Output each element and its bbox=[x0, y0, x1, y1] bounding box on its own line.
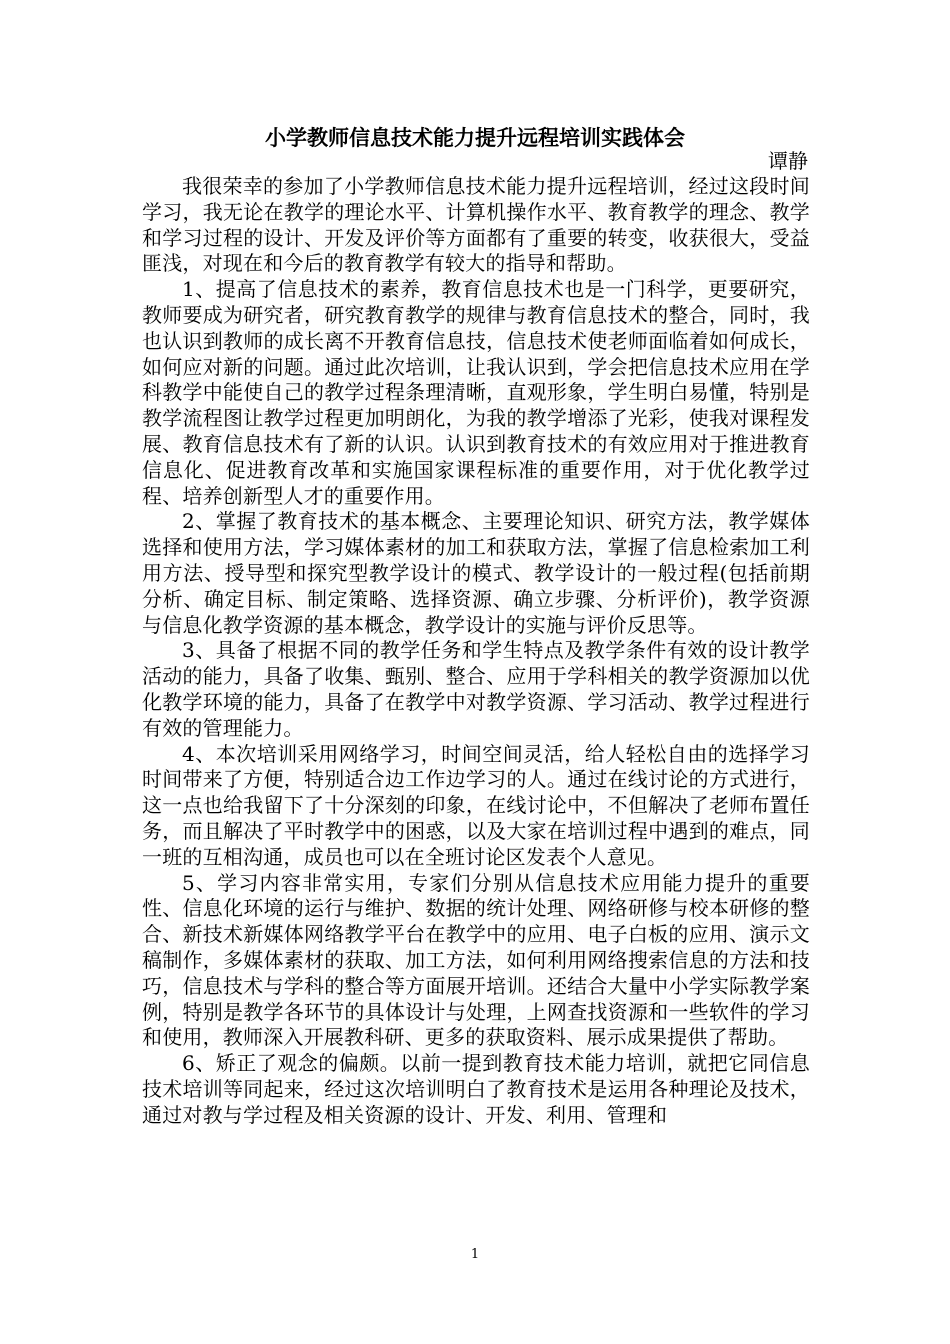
paragraph-intro: 我很荣幸的参加了小学教师信息技术能力提升远程培训，经过这段时间学习，我无论在教学的理论水平、计算机操作水平、教育教学的理念、教学和学习过程的设计、开发及评价等方面都有了重要的转变，收获很大，受益匪浅，对现在和今后的教育教学有较大的指导和帮助。 bbox=[142, 174, 810, 276]
document-title: 小学教师信息技术能力提升远程培训实践体会 bbox=[265, 126, 685, 150]
paragraph-2: 2、掌握了教育技术的基本概念、主要理论知识、研究方法，教学媒体选择和使用方法，学习媒体素材的加工和获取方法，掌握了信息检索加工利用方法、授导型和探究型教学设计的模式、教学设计的一般过程(包括前期分析、确定目标、制定策略、选择资源、确立步骤、分析评价)，教学资源与信息化教学资源的基本概念，教学设计的实施与评价反思等。 bbox=[142, 509, 810, 637]
author-name: 谭静 bbox=[768, 149, 808, 173]
paragraph-5: 5、学习内容非常实用，专家们分别从信息技术应用能力提升的重要性、信息化环境的运行与维护、数据的统计处理、网络研修与校本研修的整合、新技术新媒体网络教学平台在教学中的应用、电子白板的应用、演示文稿制作，多媒体素材的获取、加工方法，如何利用网络搜索信息的方法和技巧，信息技术与学科的整合等方面展开培训。还结合大量中小学实际教学案例，特别是教学各环节的具体设计与处理，上网查找资源和一些软件的学习和使用，教师深入开展教科研、更多的获取资料、展示成果提供了帮助。 bbox=[142, 870, 810, 1050]
paragraph-6: 6、矫正了观念的偏颇。以前一提到教育技术能力培训，就把它同信息技术培训等同起来，经过这次培训明白了教育技术是运用各种理论及技术，通过对教与学过程及相关资源的设计、开发、利用、管理和 bbox=[142, 1051, 810, 1127]
page-number: 1 bbox=[470, 1247, 480, 1262]
paragraph-4: 4、本次培训采用网络学习，时间空间灵活，给人轻松自由的选择学习时间带来了方便，特别适合边工作边学习的人。通过在线讨论的方式进行，这一点也给我留下了十分深刻的印象，在线讨论中，不但解决了老师布置任务，而且解决了平时教学中的困惑，以及大家在培训过程中遇到的难点，同一班的互相沟通，成员也可以在全班讨论区发表个人意见。 bbox=[142, 741, 810, 869]
paragraph-3: 3、具备了根据不同的教学任务和学生特点及教学条件有效的设计教学活动的能力，具备了收集、甄别、整合、应用于学科相关的教学资源加以优化教学环境的能力，具备了在教学中对教学资源、学习活动、教学过程进行有效的管理能力。 bbox=[142, 638, 810, 740]
document-body bbox=[142, 174, 810, 1128]
paragraph-1: 1、提高了信息技术的素养，教育信息技术也是一门科学，更要研究，教师要成为研究者，研究教育教学的规律与教育信息技术的整合，同时，我也认识到教师的成长离不开教育信息技，信息技术使老师面临着如何成长，如何应对新的问题。通过此次培训，让我认识到，学会把信息技术应用在学科教学中能使自己的教学过程条理清晰，直观形象，学生明白易懂，特别是教学流程图让教学过程更加明朗化，为我的教学增添了光彩，使我对课程发展、教育信息技术有了新的认识。认识到教育技术的有效应用对于推进教育信息化、促进教育改革和实施国家课程标准的重要作用，对于优化教学过程、培养创新型人才的重要作用。 bbox=[142, 277, 810, 508]
